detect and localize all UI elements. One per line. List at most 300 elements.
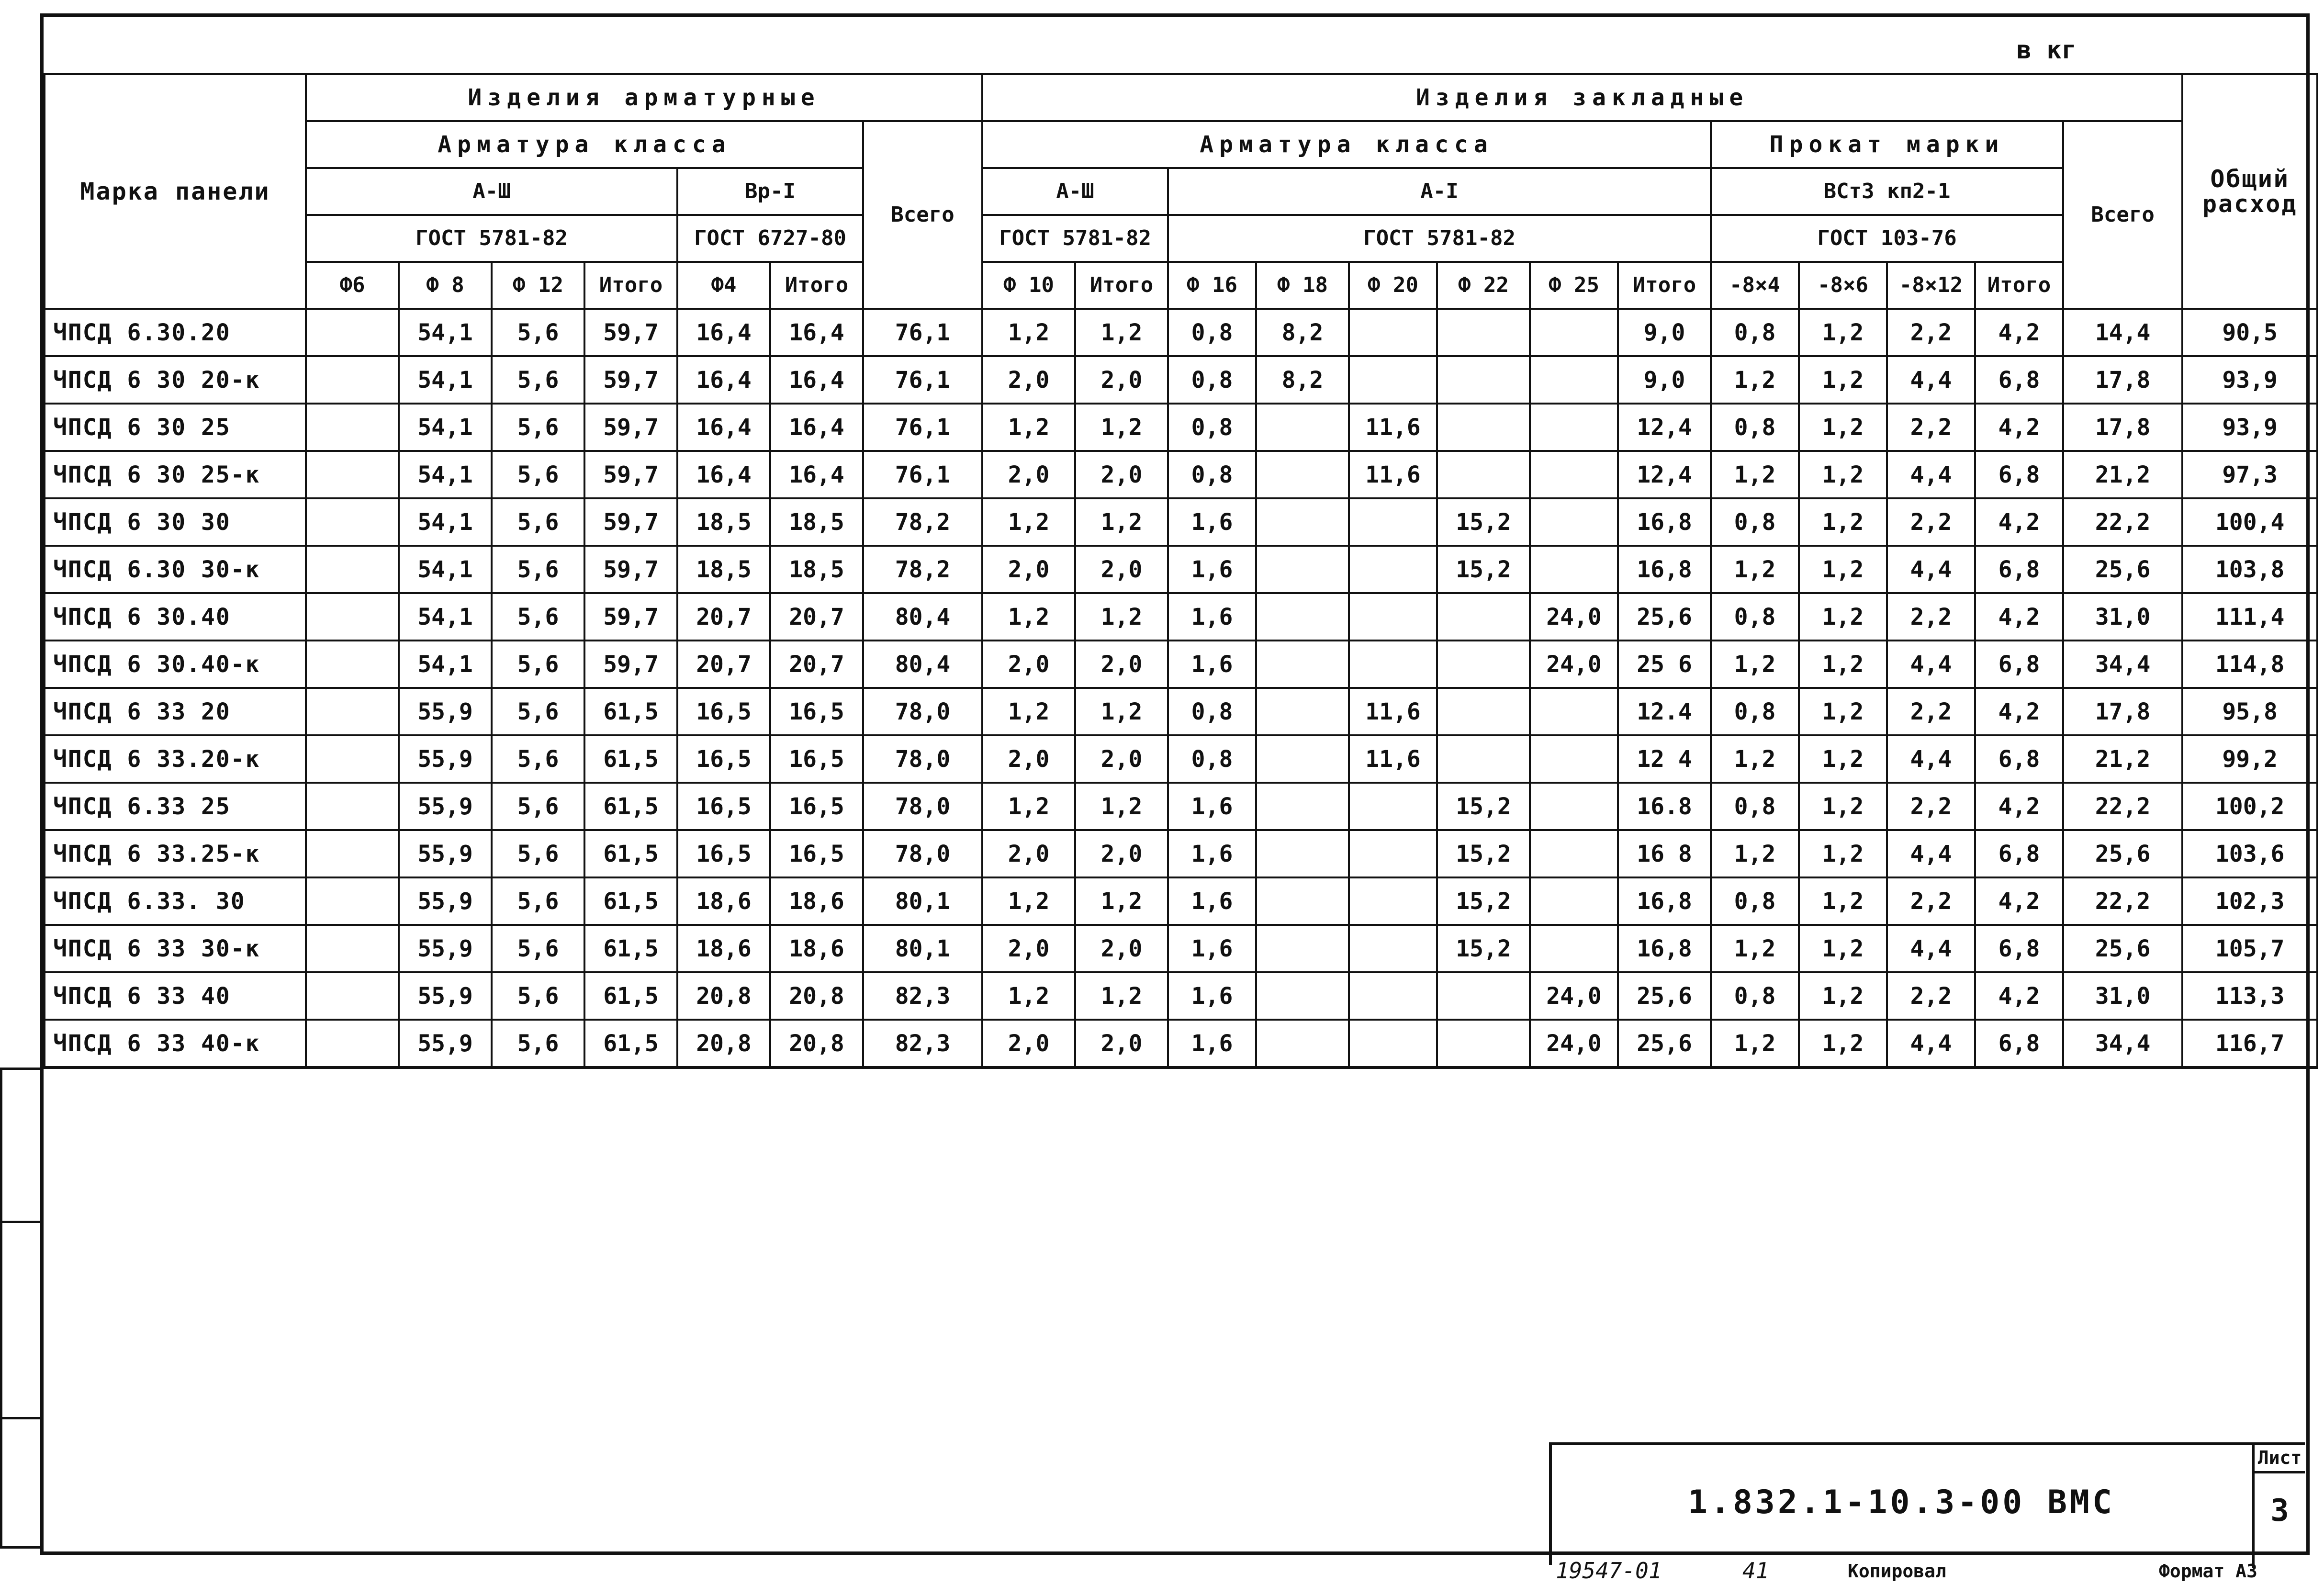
value-cell: 2,2 xyxy=(1887,498,1975,546)
value-cell: 0,8 xyxy=(1711,498,1799,546)
value-cell: 1,2 xyxy=(1075,688,1168,735)
value-cell: 12 4 xyxy=(1618,735,1711,783)
column-header: Ф4 xyxy=(677,262,770,309)
sheet-label: Лист xyxy=(2255,1447,2305,1473)
value-cell: 6,8 xyxy=(1975,830,2063,877)
value-cell: 80,4 xyxy=(863,593,982,641)
value-cell: 22,2 xyxy=(2063,877,2182,925)
value-cell: 2,0 xyxy=(982,451,1075,498)
value-cell: 5,6 xyxy=(492,783,584,830)
table-row xyxy=(45,1020,2317,1068)
value-cell: 18,5 xyxy=(770,498,863,546)
panel-mark-cell: ЧПСД 6 33 20 xyxy=(45,688,306,735)
value-cell: 80,1 xyxy=(863,925,982,972)
panel-mark-cell: ЧПСД 6 30 20-к xyxy=(45,356,306,404)
value-cell xyxy=(306,356,399,404)
value-cell: 4,2 xyxy=(1975,688,2063,735)
gost-header-5: ГОСТ 103-76 xyxy=(1711,215,2063,262)
value-cell: 1,2 xyxy=(982,877,1075,925)
value-cell: 76,1 xyxy=(863,404,982,451)
value-cell: 1,6 xyxy=(1168,877,1256,925)
value-cell: 2,0 xyxy=(982,925,1075,972)
table-row xyxy=(45,783,2317,830)
value-cell: 1,2 xyxy=(1075,309,1168,356)
value-cell: 12.4 xyxy=(1618,688,1711,735)
value-cell: 4,4 xyxy=(1887,925,1975,972)
value-cell: 15,2 xyxy=(1437,925,1530,972)
value-cell: 61,5 xyxy=(584,688,677,735)
value-cell: 59,7 xyxy=(584,356,677,404)
column-header: -8×6 xyxy=(1799,262,1887,309)
panel-mark-cell: ЧПСД 6 30 30 xyxy=(45,498,306,546)
value-cell xyxy=(1349,593,1437,641)
value-cell: 25,6 xyxy=(1618,1020,1711,1068)
steel-brand-header: ВСт3 кп2-1 xyxy=(1711,168,2063,215)
panel-mark-cell: ЧПСД 6 30.40-к xyxy=(45,641,306,688)
value-cell: 8,2 xyxy=(1256,309,1349,356)
value-cell: 78,0 xyxy=(863,735,982,783)
value-cell xyxy=(1437,593,1530,641)
value-cell: 14,4 xyxy=(2063,309,2182,356)
value-cell: 0,8 xyxy=(1711,688,1799,735)
table-row xyxy=(45,877,2317,925)
value-cell: 11,6 xyxy=(1349,688,1437,735)
value-cell: 6,8 xyxy=(1975,356,2063,404)
value-cell: 61,5 xyxy=(584,972,677,1020)
column-header: Итого xyxy=(770,262,863,309)
value-cell: 25,6 xyxy=(2063,830,2182,877)
armature-products-header: Изделия арматурные xyxy=(306,74,982,121)
value-cell: 116,7 xyxy=(2182,1020,2317,1068)
value-cell xyxy=(1530,451,1618,498)
value-cell: 1,6 xyxy=(1168,972,1256,1020)
value-cell xyxy=(1256,546,1349,593)
value-cell: 1,2 xyxy=(982,972,1075,1020)
value-cell: 93,9 xyxy=(2182,356,2317,404)
value-cell: 16,4 xyxy=(770,404,863,451)
value-cell: 2,0 xyxy=(982,641,1075,688)
units-label: в кг xyxy=(2016,36,2077,65)
total-embedded-header: Всего xyxy=(2063,121,2182,309)
value-cell: 111,4 xyxy=(2182,593,2317,641)
value-cell: 18,6 xyxy=(770,925,863,972)
table-row xyxy=(45,688,2317,735)
value-cell: 2,0 xyxy=(1075,546,1168,593)
value-cell: 1,2 xyxy=(1799,404,1887,451)
value-cell: 17,8 xyxy=(2063,404,2182,451)
value-cell: 76,1 xyxy=(863,451,982,498)
value-cell: 54,1 xyxy=(399,451,492,498)
value-cell xyxy=(1530,877,1618,925)
value-cell: 18,5 xyxy=(677,546,770,593)
class-a3-header-1: А-Ш xyxy=(306,168,677,215)
value-cell: 15,2 xyxy=(1437,546,1530,593)
value-cell: 78,2 xyxy=(863,546,982,593)
value-cell: 55,9 xyxy=(399,688,492,735)
value-cell: 1,2 xyxy=(982,593,1075,641)
value-cell xyxy=(306,404,399,451)
value-cell: 80,4 xyxy=(863,641,982,688)
value-cell: 9,0 xyxy=(1618,309,1711,356)
value-cell: 0,8 xyxy=(1168,356,1256,404)
value-cell: 1,6 xyxy=(1168,498,1256,546)
value-cell: 1,2 xyxy=(1799,735,1887,783)
value-cell: 2,2 xyxy=(1887,688,1975,735)
panel-mark-cell: ЧПСД 6 33.20-к xyxy=(45,735,306,783)
table-row xyxy=(45,498,2317,546)
value-cell xyxy=(1437,972,1530,1020)
value-cell: 59,7 xyxy=(584,546,677,593)
value-cell: 61,5 xyxy=(584,783,677,830)
value-cell: 20,8 xyxy=(677,1020,770,1068)
value-cell: 82,3 xyxy=(863,1020,982,1068)
value-cell: 2,0 xyxy=(1075,735,1168,783)
value-cell: 5,6 xyxy=(492,735,584,783)
value-cell: 54,1 xyxy=(399,641,492,688)
value-cell: 2,2 xyxy=(1887,404,1975,451)
value-cell xyxy=(1437,1020,1530,1068)
column-header: Итого xyxy=(584,262,677,309)
value-cell: 100,2 xyxy=(2182,783,2317,830)
value-cell: 2,0 xyxy=(982,546,1075,593)
embedded-products-header: Изделия закладные xyxy=(982,74,2182,121)
panel-mark-cell: ЧПСД 6.30.20 xyxy=(45,309,306,356)
value-cell: 18,6 xyxy=(770,877,863,925)
value-cell xyxy=(306,877,399,925)
panel-mark-cell: ЧПСД 6.33. 30 xyxy=(45,877,306,925)
value-cell: 78,2 xyxy=(863,498,982,546)
value-cell: 6,8 xyxy=(1975,641,2063,688)
value-cell xyxy=(1437,641,1530,688)
value-cell xyxy=(306,925,399,972)
value-cell: 5,6 xyxy=(492,688,584,735)
value-cell: 16,5 xyxy=(770,735,863,783)
value-cell: 2,0 xyxy=(982,356,1075,404)
value-cell: 1,2 xyxy=(1799,925,1887,972)
value-cell: 1,2 xyxy=(1711,451,1799,498)
value-cell: 25,6 xyxy=(1618,972,1711,1020)
value-cell xyxy=(306,498,399,546)
gost-header-3: ГОСТ 5781-82 xyxy=(982,215,1168,262)
panel-mark-cell: ЧПСД 6 33 40 xyxy=(45,972,306,1020)
armature-class-header-1: Арматура класса xyxy=(306,121,863,168)
value-cell: 105,7 xyxy=(2182,925,2317,972)
value-cell: 16,5 xyxy=(770,688,863,735)
value-cell: 5,6 xyxy=(492,451,584,498)
value-cell: 15,2 xyxy=(1437,877,1530,925)
value-cell: 20,7 xyxy=(770,641,863,688)
sheet-footer xyxy=(0,1558,2324,1591)
value-cell: 12,4 xyxy=(1618,451,1711,498)
value-cell xyxy=(1530,925,1618,972)
value-cell: 4,4 xyxy=(1887,356,1975,404)
value-cell: 16,4 xyxy=(770,356,863,404)
value-cell: 6,8 xyxy=(1975,451,2063,498)
value-cell: 1,2 xyxy=(1075,972,1168,1020)
value-cell xyxy=(1256,877,1349,925)
value-cell: 6,8 xyxy=(1975,925,2063,972)
value-cell: 80,1 xyxy=(863,877,982,925)
value-cell: 1,2 xyxy=(1711,1020,1799,1068)
gost-header-2: ГОСТ 6727-80 xyxy=(677,215,863,262)
value-cell: 93,9 xyxy=(2182,404,2317,451)
value-cell: 16,5 xyxy=(770,830,863,877)
column-header: Ф 25 xyxy=(1530,262,1618,309)
value-cell: 59,7 xyxy=(584,404,677,451)
value-cell: 61,5 xyxy=(584,877,677,925)
value-cell: 1,2 xyxy=(982,498,1075,546)
table-row xyxy=(45,641,2317,688)
value-cell xyxy=(306,972,399,1020)
value-cell: 16,8 xyxy=(1618,925,1711,972)
value-cell xyxy=(306,1020,399,1068)
value-cell: 20,8 xyxy=(770,1020,863,1068)
value-cell: 24,0 xyxy=(1530,593,1618,641)
value-cell: 59,7 xyxy=(584,309,677,356)
value-cell xyxy=(306,830,399,877)
value-cell xyxy=(1437,356,1530,404)
value-cell: 1,2 xyxy=(1799,688,1887,735)
value-cell xyxy=(1256,688,1349,735)
value-cell: 54,1 xyxy=(399,546,492,593)
value-cell: 90,5 xyxy=(2182,309,2317,356)
value-cell: 1,6 xyxy=(1168,641,1256,688)
value-cell xyxy=(1530,688,1618,735)
value-cell: 4,4 xyxy=(1887,735,1975,783)
value-cell: 4,4 xyxy=(1887,1020,1975,1068)
value-cell: 16,4 xyxy=(677,451,770,498)
value-cell: 1,6 xyxy=(1168,593,1256,641)
value-cell: 55,9 xyxy=(399,877,492,925)
value-cell: 1,2 xyxy=(1799,451,1887,498)
value-cell: 18,6 xyxy=(677,925,770,972)
value-cell: 97,3 xyxy=(2182,451,2317,498)
value-cell: 25,6 xyxy=(2063,925,2182,972)
value-cell xyxy=(306,735,399,783)
value-cell: 4,2 xyxy=(1975,309,2063,356)
mark-header: Марка панели xyxy=(45,74,306,309)
value-cell: 22,2 xyxy=(2063,783,2182,830)
value-cell: 16,4 xyxy=(770,309,863,356)
value-cell xyxy=(1349,972,1437,1020)
value-cell xyxy=(306,783,399,830)
value-cell xyxy=(1256,641,1349,688)
panel-mark-cell: ЧПСД 6 30 25 xyxy=(45,404,306,451)
value-cell: 1,2 xyxy=(1711,356,1799,404)
value-cell xyxy=(306,309,399,356)
value-cell: 78,0 xyxy=(863,688,982,735)
value-cell: 20,7 xyxy=(770,593,863,641)
value-cell: 2,2 xyxy=(1887,877,1975,925)
value-cell: 4,2 xyxy=(1975,972,2063,1020)
value-cell: 55,9 xyxy=(399,735,492,783)
table-row xyxy=(45,451,2317,498)
value-cell: 1,2 xyxy=(1711,735,1799,783)
value-cell: 16,5 xyxy=(677,688,770,735)
value-cell: 0,8 xyxy=(1711,309,1799,356)
value-cell xyxy=(1256,972,1349,1020)
value-cell: 0,8 xyxy=(1711,404,1799,451)
value-cell: 15,2 xyxy=(1437,830,1530,877)
value-cell: 0,8 xyxy=(1711,783,1799,830)
binding-strip xyxy=(0,1068,40,1561)
value-cell: 4,2 xyxy=(1975,498,2063,546)
sheet-number: 3 xyxy=(2270,1493,2289,1529)
value-cell: 78,0 xyxy=(863,830,982,877)
inventory-number: 19547-01 xyxy=(1556,1558,1662,1584)
total-armature-header: Всего xyxy=(863,121,982,309)
column-header: Ф 8 xyxy=(399,262,492,309)
value-cell: 5,6 xyxy=(492,830,584,877)
column-header: Ф 10 xyxy=(982,262,1075,309)
value-cell: 17,8 xyxy=(2063,688,2182,735)
value-cell xyxy=(306,593,399,641)
value-cell: 6,8 xyxy=(1975,1020,2063,1068)
value-cell: 1,6 xyxy=(1168,546,1256,593)
table-row xyxy=(45,546,2317,593)
panel-mark-cell: ЧПСД 6 33 40-к xyxy=(45,1020,306,1068)
value-cell: 17,8 xyxy=(2063,356,2182,404)
value-cell: 18,6 xyxy=(677,877,770,925)
table-row xyxy=(45,309,2317,356)
value-cell: 59,7 xyxy=(584,498,677,546)
value-cell: 4,4 xyxy=(1887,830,1975,877)
value-cell: 16,4 xyxy=(677,309,770,356)
value-cell: 16 8 xyxy=(1618,830,1711,877)
value-cell: 1,6 xyxy=(1168,830,1256,877)
value-cell: 16,4 xyxy=(770,451,863,498)
value-cell: 18,5 xyxy=(677,498,770,546)
value-cell xyxy=(1437,735,1530,783)
value-cell: 34,4 xyxy=(2063,641,2182,688)
value-cell: 4,4 xyxy=(1887,641,1975,688)
value-cell xyxy=(306,546,399,593)
value-cell: 16,5 xyxy=(677,830,770,877)
value-cell: 16,4 xyxy=(677,404,770,451)
class-a3-header-2: А-Ш xyxy=(982,168,1168,215)
value-cell: 5,6 xyxy=(492,972,584,1020)
value-cell: 2,2 xyxy=(1887,783,1975,830)
table-row xyxy=(45,925,2317,972)
value-cell: 2,0 xyxy=(1075,830,1168,877)
value-cell: 18,5 xyxy=(770,546,863,593)
value-cell xyxy=(1256,830,1349,877)
gost-header-1: ГОСТ 5781-82 xyxy=(306,215,677,262)
value-cell: 4,4 xyxy=(1887,451,1975,498)
value-cell: 113,3 xyxy=(2182,972,2317,1020)
value-cell: 1,2 xyxy=(1799,830,1887,877)
value-cell: 11,6 xyxy=(1349,735,1437,783)
value-cell xyxy=(1349,309,1437,356)
value-cell xyxy=(1349,1020,1437,1068)
value-cell: 2,2 xyxy=(1887,309,1975,356)
value-cell: 12,4 xyxy=(1618,404,1711,451)
table-row xyxy=(45,404,2317,451)
value-cell: 54,1 xyxy=(399,356,492,404)
value-cell: 1,2 xyxy=(1799,593,1887,641)
panel-mark-cell: ЧПСД 6 33.25-к xyxy=(45,830,306,877)
value-cell xyxy=(1530,498,1618,546)
value-cell xyxy=(1530,783,1618,830)
value-cell: 9,0 xyxy=(1618,356,1711,404)
value-cell xyxy=(1349,830,1437,877)
value-cell: 15,2 xyxy=(1437,498,1530,546)
drawing-sheet xyxy=(40,13,2310,1555)
value-cell: 55,9 xyxy=(399,925,492,972)
value-cell xyxy=(1530,546,1618,593)
class-bp1-header: Вр-I xyxy=(677,168,863,215)
value-cell: 16,8 xyxy=(1618,877,1711,925)
format-label: Формат А3 xyxy=(2159,1561,2257,1582)
column-header: Ф 12 xyxy=(492,262,584,309)
table-row xyxy=(45,830,2317,877)
value-cell xyxy=(1530,404,1618,451)
value-cell xyxy=(1530,735,1618,783)
total-consumption-header: Общий расход xyxy=(2182,74,2317,309)
value-cell: 99,2 xyxy=(2182,735,2317,783)
value-cell: 5,6 xyxy=(492,925,584,972)
value-cell: 6,8 xyxy=(1975,546,2063,593)
column-header: Итого xyxy=(1975,262,2063,309)
column-header: -8×4 xyxy=(1711,262,1799,309)
value-cell: 24,0 xyxy=(1530,972,1618,1020)
value-cell: 0,8 xyxy=(1711,972,1799,1020)
value-cell: 0,8 xyxy=(1168,735,1256,783)
value-cell: 55,9 xyxy=(399,783,492,830)
value-cell: 21,2 xyxy=(2063,451,2182,498)
value-cell: 22,2 xyxy=(2063,498,2182,546)
value-cell: 103,6 xyxy=(2182,830,2317,877)
sheet-box xyxy=(2252,1445,2305,1568)
value-cell: 16,4 xyxy=(677,356,770,404)
value-cell: 5,6 xyxy=(492,641,584,688)
value-cell: 1,2 xyxy=(1799,356,1887,404)
value-cell: 61,5 xyxy=(584,1020,677,1068)
material-spec-table xyxy=(44,73,2318,1069)
value-cell: 2,2 xyxy=(1887,593,1975,641)
value-cell: 1,2 xyxy=(1075,498,1168,546)
value-cell xyxy=(1437,451,1530,498)
column-header: Итого xyxy=(1618,262,1711,309)
column-header: Ф 22 xyxy=(1437,262,1530,309)
value-cell: 16,8 xyxy=(1618,546,1711,593)
panel-mark-cell: ЧПСД 6 33 30-к xyxy=(45,925,306,972)
gost-header-4: ГОСТ 5781-82 xyxy=(1168,215,1711,262)
value-cell: 5,6 xyxy=(492,877,584,925)
value-cell: 20,7 xyxy=(677,641,770,688)
value-cell: 2,0 xyxy=(1075,925,1168,972)
value-cell: 5,6 xyxy=(492,356,584,404)
value-cell: 2,0 xyxy=(1075,1020,1168,1068)
value-cell: 0,8 xyxy=(1711,593,1799,641)
value-cell xyxy=(1437,309,1530,356)
value-cell: 54,1 xyxy=(399,498,492,546)
value-cell: 54,1 xyxy=(399,309,492,356)
panel-mark-cell: ЧПСД 6.30 30-к xyxy=(45,546,306,593)
value-cell: 1,6 xyxy=(1168,1020,1256,1068)
value-cell: 95,8 xyxy=(2182,688,2317,735)
value-cell: 1,2 xyxy=(1711,641,1799,688)
value-cell: 6,8 xyxy=(1975,735,2063,783)
value-cell: 21,2 xyxy=(2063,735,2182,783)
value-cell: 5,6 xyxy=(492,546,584,593)
value-cell xyxy=(1349,877,1437,925)
value-cell: 1,6 xyxy=(1168,783,1256,830)
value-cell: 2,0 xyxy=(982,1020,1075,1068)
value-cell xyxy=(1256,783,1349,830)
value-cell xyxy=(1256,498,1349,546)
value-cell xyxy=(1256,1020,1349,1068)
